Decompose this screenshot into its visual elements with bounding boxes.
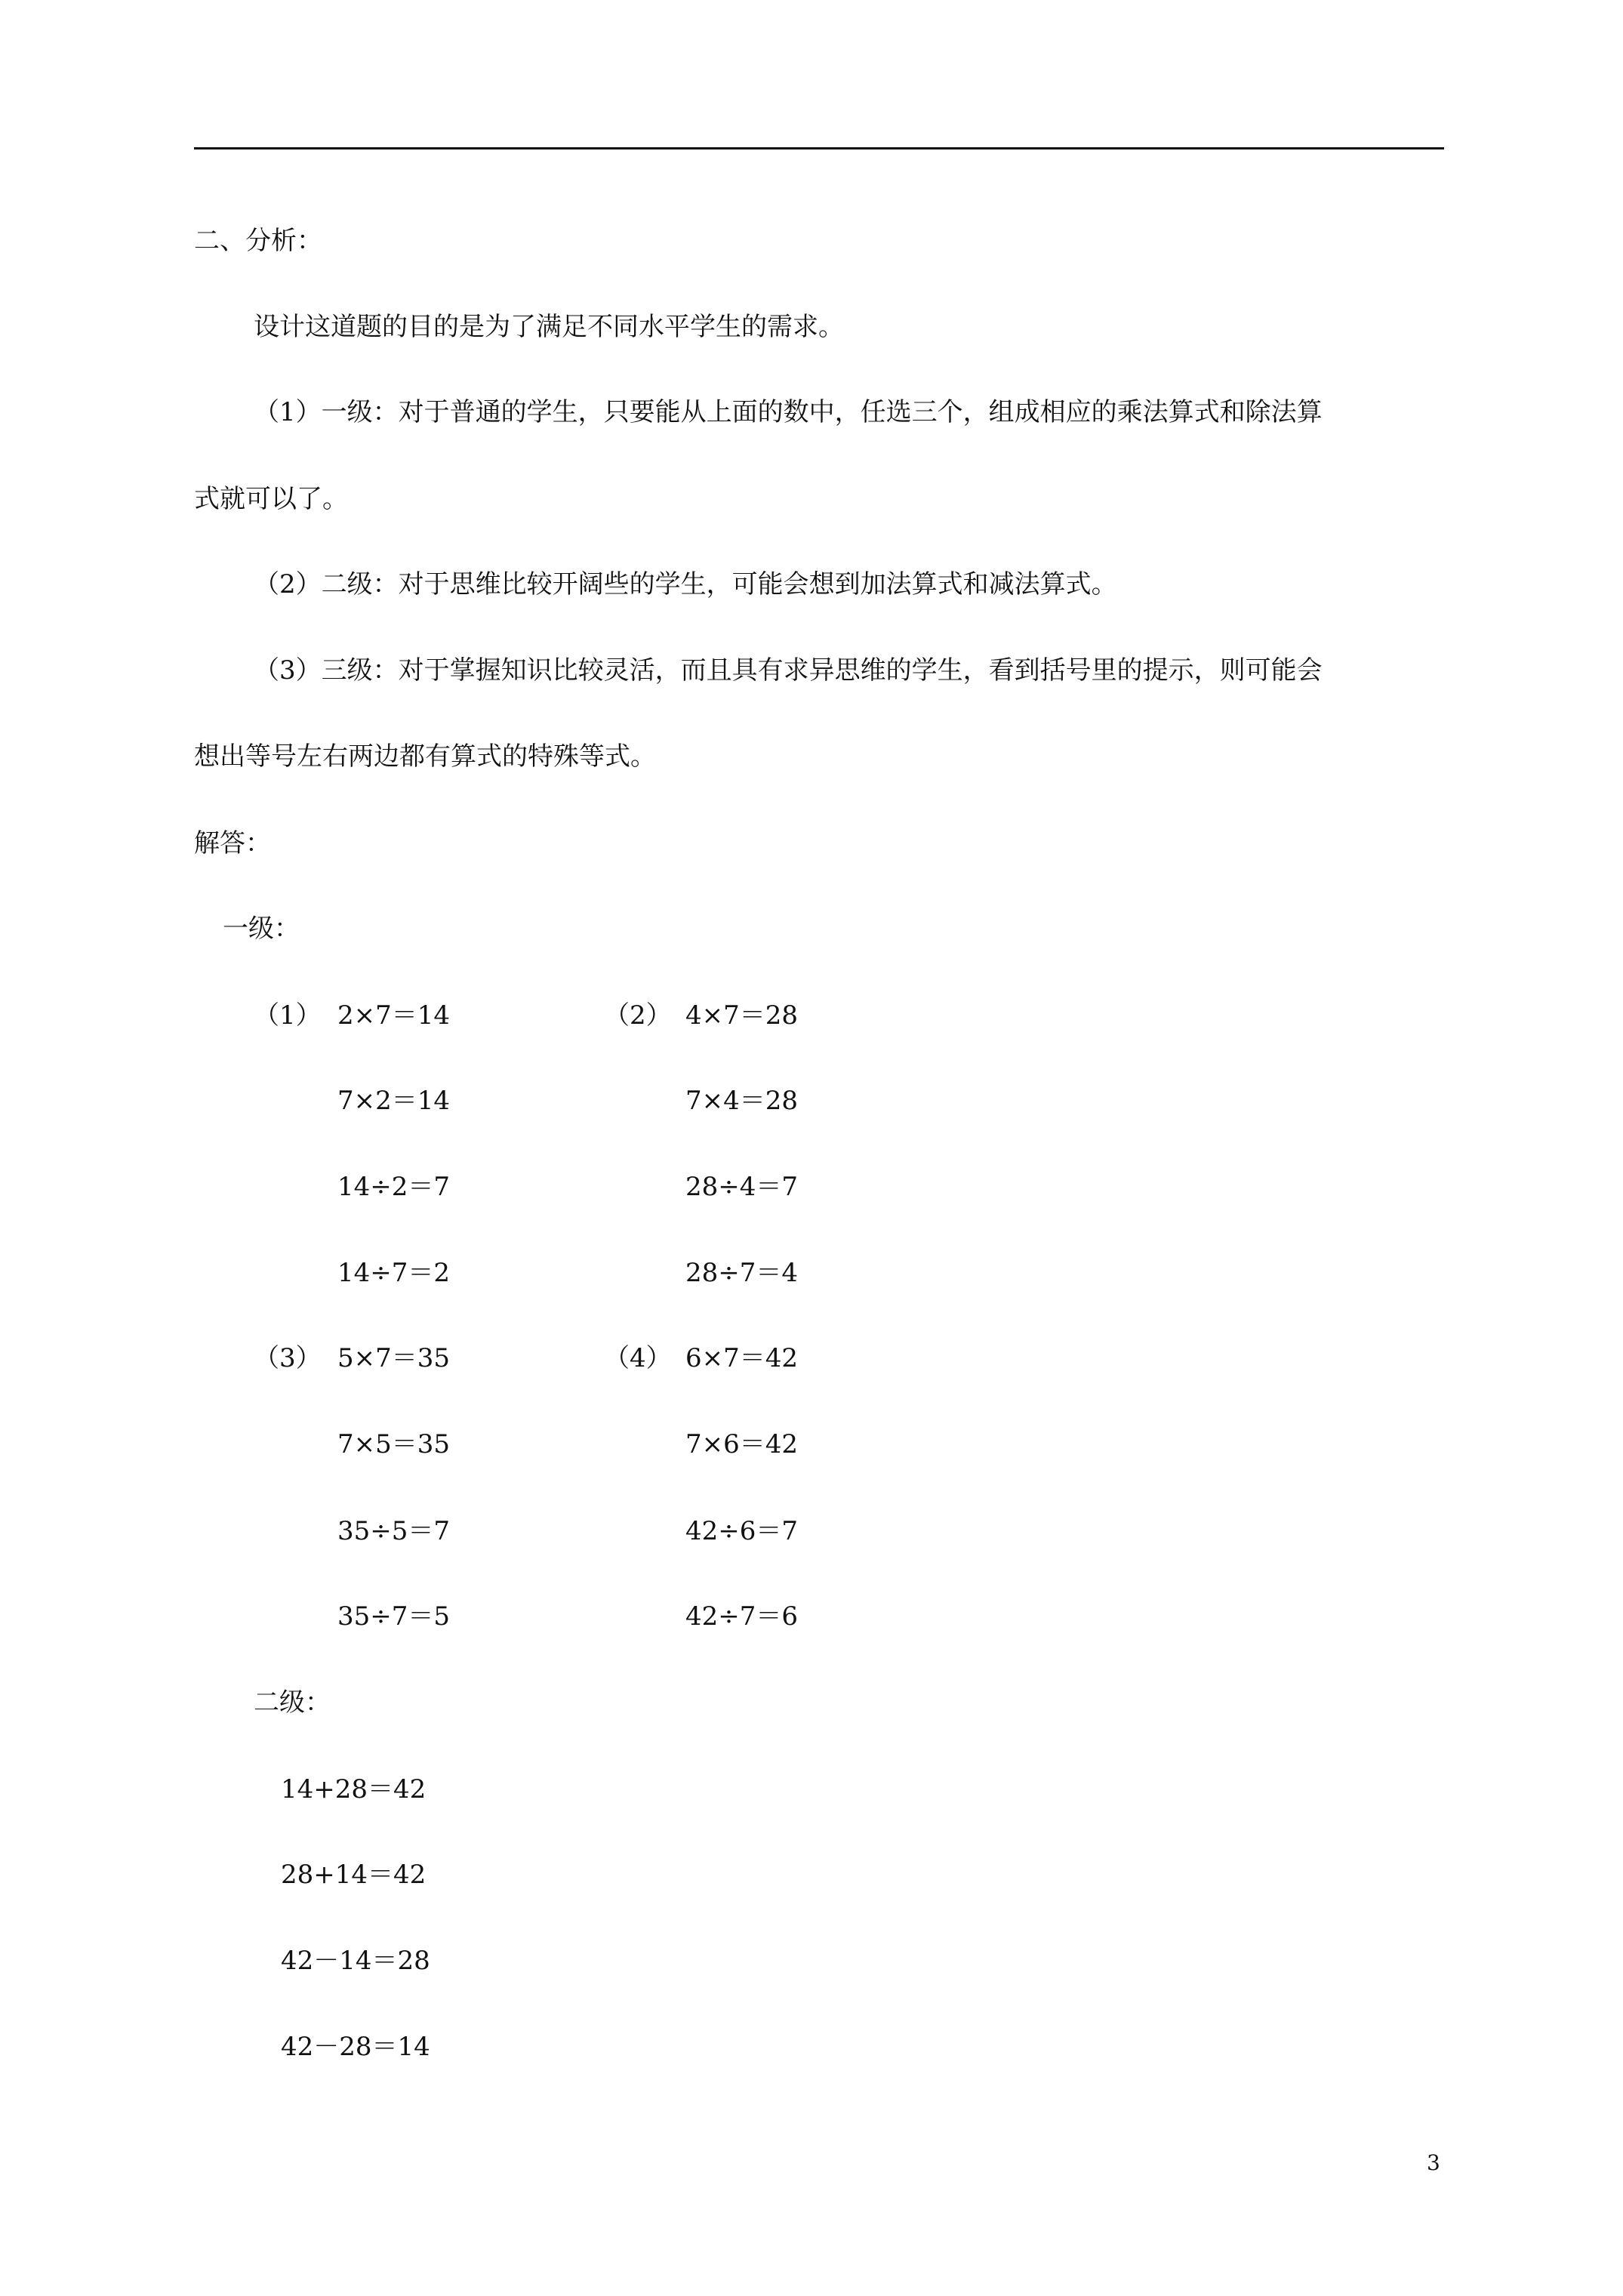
level1-heading: 一级：: [223, 914, 300, 944]
analysis-level1-line2: 式就可以了。: [194, 484, 348, 514]
equation: 42－14＝28: [281, 1946, 430, 1976]
equation: 7×5＝35: [337, 1429, 451, 1459]
equation: 35÷7＝5: [337, 1601, 451, 1632]
level2-heading: 二级：: [254, 1687, 331, 1718]
equation: 7×2＝14: [337, 1086, 451, 1116]
analysis-level3-line2: 想出等号左右两边都有算式的特殊等式。: [194, 741, 656, 772]
section-heading-analysis: 二、分析：: [194, 226, 322, 256]
analysis-level3-line1: （3）三级：对于掌握知识比较灵活，而且具有求异思维的学生，看到括号里的提示，则可能会: [254, 655, 1323, 686]
equation: 4×7＝28: [685, 1000, 799, 1031]
equation: 28÷7＝4: [685, 1258, 799, 1288]
equation: 28÷4＝7: [685, 1172, 799, 1202]
analysis-level1-line1: （1）一级：对于普通的学生，只要能从上面的数中，任选三个，组成相应的乘法算式和除法算: [254, 397, 1323, 427]
answer-heading: 解答：: [194, 828, 271, 858]
equation: 42－28＝14: [281, 2032, 430, 2062]
equation: 42÷7＝6: [685, 1601, 799, 1632]
equation: 14÷2＝7: [337, 1172, 451, 1202]
page-number: 3: [1427, 2150, 1440, 2175]
equation: 35÷5＝7: [337, 1516, 451, 1546]
equation: 14÷7＝2: [337, 1258, 451, 1288]
group-label-1: （1）: [254, 1000, 322, 1031]
equation: 5×7＝35: [337, 1343, 451, 1373]
equation: 14+28＝42: [281, 1774, 427, 1804]
equation: 28+14＝42: [281, 1860, 427, 1890]
equation: 2×7＝14: [337, 1000, 451, 1031]
equation: 7×6＝42: [685, 1429, 799, 1459]
equation: 42÷6＝7: [685, 1516, 799, 1546]
analysis-intro: 设计这道题的目的是为了满足不同水平学生的需求。: [254, 312, 844, 342]
equation: 7×4＝28: [685, 1086, 799, 1116]
group-label-2: （2）: [604, 1000, 672, 1031]
analysis-level2: （2）二级：对于思维比较开阔些的学生，可能会想到加法算式和减法算式。: [254, 569, 1117, 599]
header-rule: [194, 147, 1444, 149]
equation: 6×7＝42: [685, 1343, 799, 1373]
group-label-3: （3）: [254, 1343, 322, 1373]
group-label-4: （4）: [604, 1343, 672, 1373]
